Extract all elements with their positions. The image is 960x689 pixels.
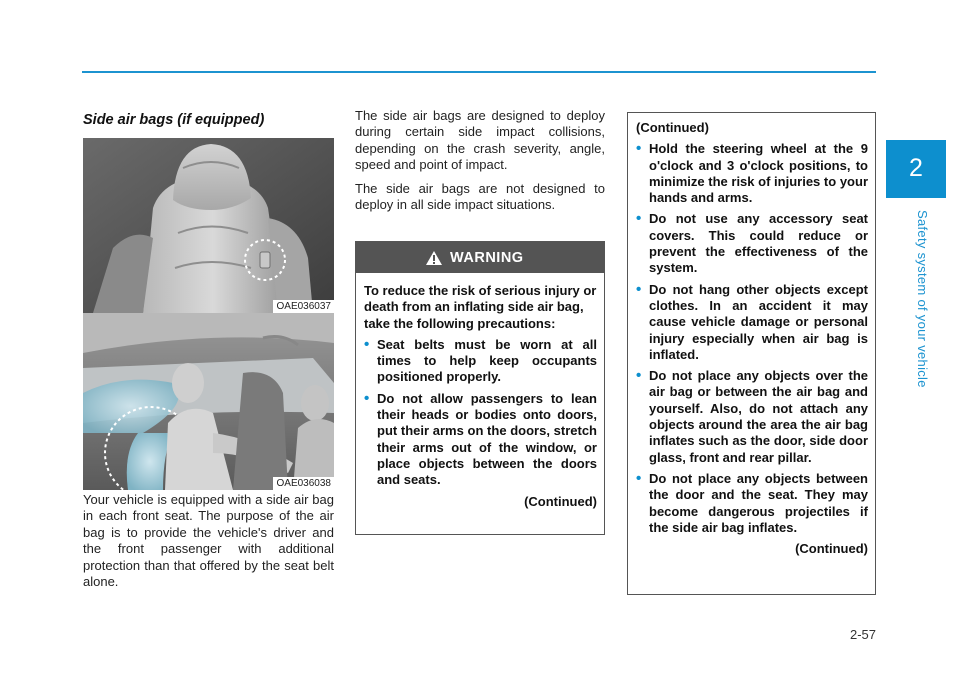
continued-label: (Continued) (524, 493, 597, 509)
warning-triangle-icon (425, 250, 443, 266)
seat-airbag-figure (83, 138, 334, 313)
deployed-airbag-figure (83, 313, 334, 490)
continued-list (636, 141, 868, 536)
list-item: • Do not allow passengers to lean their heads or bodies onto doors, put their arms on the doors, stretch their arms out of the window, or place objects between the doors and seats. (364, 391, 597, 489)
paragraph: Your vehicle is equipped with a side air bag in each front seat. The purpose of the air bag is to provide the vehicle's driver and the front passenger with additional protection than that offered by the seat belt alone. (83, 492, 334, 590)
figure-caption: OAE036037 (273, 300, 335, 313)
list-item: • Do not use any accessory seat covers. This could reduce or prevent the effectiveness of the system. (636, 211, 868, 276)
warning-content (356, 273, 604, 510)
list-item: • Do not hang other objects except clothes. In an accident it may cause vehicle damage or personal injury especially when air bag is inflated. (636, 282, 868, 363)
list-item: • Do not place any objects between the door and the seat. They may become dangerous projectiles if the side air bag inflates. (636, 471, 868, 536)
chapter-number: 2 (909, 154, 923, 182)
figure-caption: OAE036038 (273, 477, 335, 490)
paragraph: The side air bags are designed to deploy during certain side impact collisions, depending on the crash severity, angle, speed and point of impact. (355, 108, 605, 173)
section-title: Side air bags (if equipped) (83, 112, 265, 128)
left-body-text (83, 492, 334, 597)
seat-illustration (83, 138, 334, 313)
header-rule (82, 71, 876, 73)
warning-list (364, 337, 597, 489)
continued-content (628, 113, 875, 557)
continued-label: (Continued) (795, 541, 868, 557)
continued-warning-box (627, 112, 876, 595)
interior-illustration (83, 313, 334, 490)
list-item: • Seat belts must be worn at all times to help keep occupants positioned properly. (364, 337, 597, 386)
paragraph: The side air bags are not designed to deploy in all side impact situations. (355, 180, 605, 213)
list-item: • Do not place any objects over the air bag or between the air bag and yourself. Also, do not attach any objects around the area the air bag inflates such as the door, side door glass, front and rear pillar. (636, 368, 868, 466)
warning-header (356, 242, 604, 273)
list-item: • Hold the steering wheel at the 9 o'clock and 3 o'clock positions, to minimize the risk of injuries to your hands and arms. (636, 141, 868, 206)
page-number: 2-57 (849, 627, 876, 642)
middle-body-text (355, 108, 605, 220)
chapter-title: Safety system of your vehicle (915, 210, 930, 388)
continued-heading: (Continued) (636, 120, 709, 135)
warning-box (355, 241, 605, 535)
warning-heading: WARNING (450, 250, 524, 266)
warning-intro: To reduce the risk of serious injury or death from an inflating side air bag, take the following precautions: (364, 283, 597, 331)
chapter-tab (886, 140, 946, 198)
